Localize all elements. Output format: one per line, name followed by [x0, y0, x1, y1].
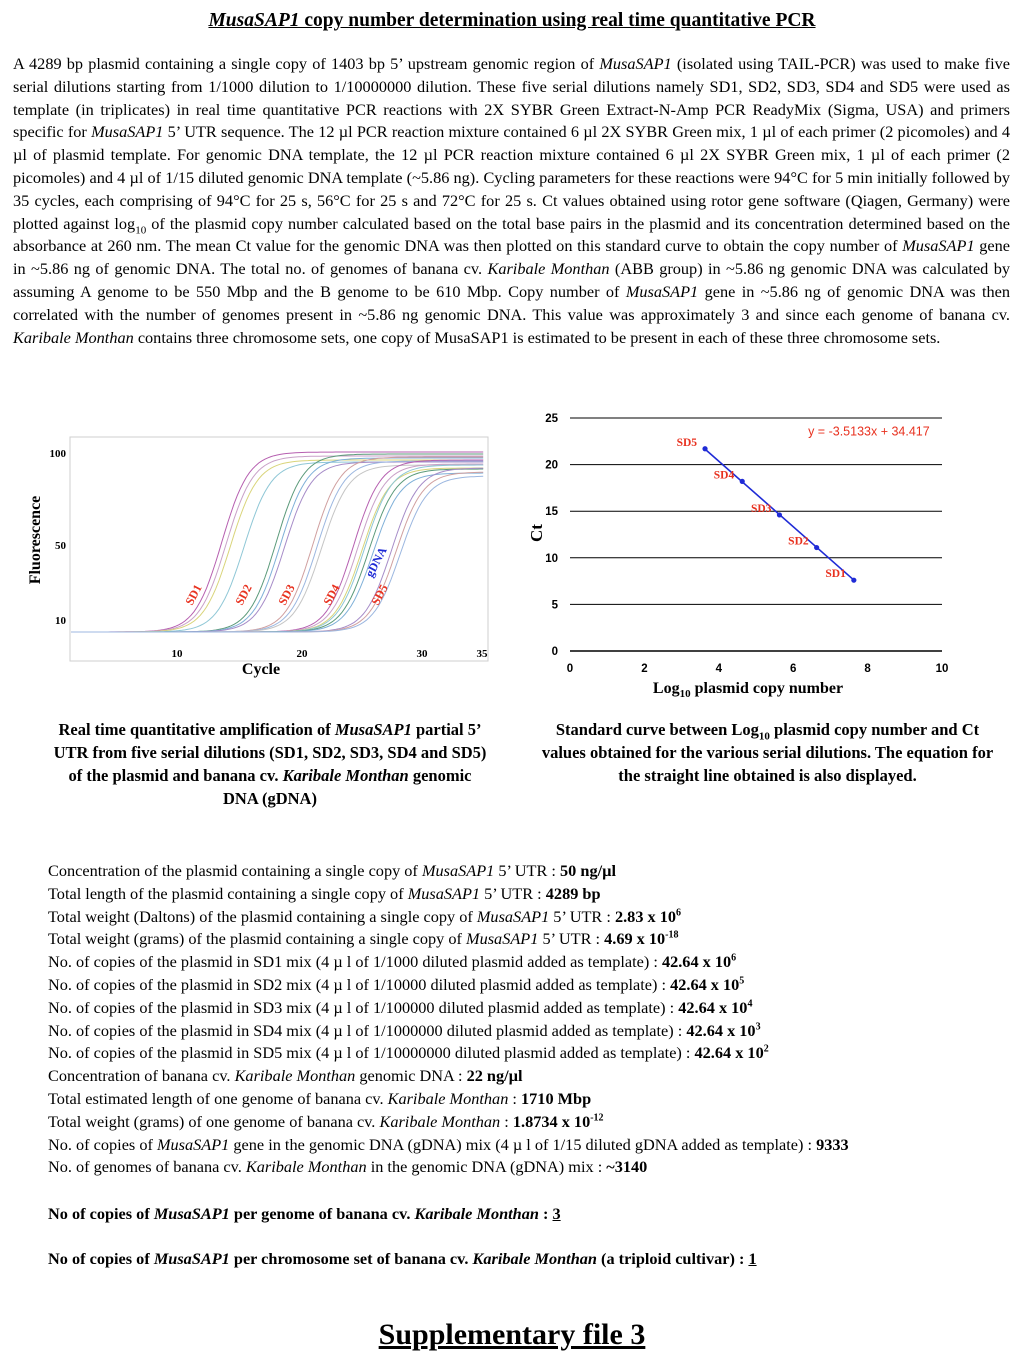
text-segment: MusaSAP1 [902, 236, 975, 256]
cycle-axis-label: Cycle [241, 661, 281, 678]
text-segment: ~3140 [606, 1157, 648, 1177]
log-tick-label: 10 [935, 663, 949, 675]
curve-label-gdna: gDNA [362, 544, 390, 580]
text-segment: 9333 [816, 1134, 849, 1154]
text-segment: Karibale Monthan [472, 1249, 597, 1268]
text-segment: 5’ UTR : [480, 883, 546, 903]
text-segment: in the genomic DNA (gDNA) mix : [366, 1157, 607, 1177]
text-segment: -18 [665, 929, 679, 941]
cycle-tick-10: 10 [171, 648, 183, 660]
standard-curve-grid [570, 418, 942, 651]
text-segment: Concentration of banana cv. [48, 1066, 235, 1086]
text-segment: No. of copies of the plasmid in SD3 mix (4 µ l of 1/100000 diluted plasmid added as template) : [48, 997, 679, 1017]
text-segment: 5’ UTR : [549, 906, 615, 926]
text-segment: (isolated using TAIL-PCR) was used to make five serial dilutions starting from 1/1000 dilution to 1/10000000 dilution. These five serial dilutions namely SD1, SD2, SD3, SD4 and SD5 were used as template (in triplicates) in real time quantitative PCR reactions with 2X SYBR Green Extract-N-Amp PCR ReadyMix (Sigma, USA) and primers specific for [13, 54, 1010, 142]
text-segment: MusaSAP1 [91, 122, 164, 142]
text-segment: 4.69 x 10 [604, 929, 666, 949]
text-segment: 42.64 x 10 [670, 974, 740, 994]
text-segment: Standard curve between Log [555, 720, 759, 739]
data-point-sd2 [814, 545, 819, 550]
text-segment: genomic DNA (gDNA) [223, 766, 472, 808]
text-segment: 4 [747, 998, 753, 1010]
text-segment: Karibale Monthan [414, 1204, 539, 1223]
text-segment: Karibale Monthan [387, 1088, 509, 1108]
text-segment: 4289 bp [545, 883, 601, 903]
log-tick-label: 4 [715, 663, 723, 675]
log10-axis-label: Log$_{10}$ plasmid copy number [652, 680, 844, 700]
text-segment: 42.64 x 10 [694, 1043, 764, 1063]
text-segment: per chromosome set of banana cv. [229, 1249, 473, 1268]
point-label-sd1: SD1 [825, 568, 846, 581]
supplementary-file-heading: Supplementary file 3 [378, 1318, 646, 1351]
cycle-tick-35: 35 [476, 648, 488, 660]
text-segment: 22 ng/µl [466, 1066, 523, 1086]
log-tick-label: 2 [641, 663, 648, 675]
text-segment: 3 [755, 1021, 761, 1033]
ct-tick-label: 15 [545, 506, 558, 519]
fact-line [48, 997, 1008, 1020]
fact-line [48, 928, 1008, 951]
text-segment: Karibale Monthan [379, 1111, 501, 1131]
data-point-sd1 [851, 578, 856, 583]
text-segment: 42.64 x 10 [661, 952, 732, 972]
ct-tick-label: 10 [545, 552, 558, 565]
text-segment: 1710 Mbp [521, 1088, 592, 1108]
copies-per-chromosome-set-summary [48, 1249, 1008, 1269]
text-segment: Total estimated length of one genome of banana cv. [48, 1088, 388, 1108]
fluorescence-tick-10: 10 [55, 615, 66, 627]
fact-line [48, 1134, 1008, 1157]
text-segment: partial 5’ UTR from five serial dilutions (SD1, SD2, SD3, SD4 and SD5) of the plasmid and banana cv. [53, 720, 487, 785]
text-segment: per genome of banana cv. [229, 1204, 415, 1223]
methods-paragraph [13, 53, 1010, 349]
data-point-sd3 [777, 512, 782, 517]
fact-line [48, 860, 1008, 883]
text-segment: Total weight (grams) of one genome of banana cv. [48, 1111, 380, 1131]
cycle-tick-20: 20 [296, 648, 308, 660]
text-segment: 5 [739, 975, 745, 987]
fluorescence-axis-label: Fluorescence [27, 495, 44, 585]
cycle-tick-30: 30 [416, 648, 428, 660]
curve-label-sd3: SD3 [275, 581, 298, 608]
text-segment: No of copies of [48, 1249, 154, 1268]
data-point-sd4 [740, 479, 745, 484]
text-segment: MusaSAP1 [625, 281, 699, 301]
text-segment: (ABB group) in ~5.86 ng genomic DNA was calculated by assuming A genome to be 550 Mbp and the B genome to be 610 Mbp. Copy number of [13, 259, 1010, 301]
curve-label-sd2: SD2 [232, 581, 255, 608]
log-tick-label: 6 [789, 663, 797, 675]
text-segment: 3 [552, 1204, 561, 1223]
text-segment: MusaSAP1 [153, 1204, 230, 1223]
calculation-facts-list [48, 860, 1008, 1179]
regression-equation: y = -3.5133x + 34.417 [808, 424, 930, 439]
text-segment: Total weight (Daltons) of the plasmid containing a single copy of [48, 906, 477, 926]
text-segment: : [500, 1111, 513, 1131]
curve-label-sd1: SD1 [182, 581, 205, 608]
log-tick-label: 0 [566, 663, 574, 675]
log-tick-label: 8 [864, 663, 871, 675]
text-segment: A 4289 bp plasmid containing a single copy of 1403 bp 5’ upstream genomic region of [13, 54, 600, 73]
text-segment: No of copies of [48, 1204, 154, 1223]
text-segment: No. of genomes of banana cv. [48, 1157, 246, 1177]
text-segment: MusaSAP1 [421, 861, 495, 880]
curve-label-sd4: SD4 [320, 581, 343, 608]
text-segment: No. of copies of the plasmid in SD4 mix (4 µ l of 1/1000000 diluted plasmid added as template) : [48, 1020, 687, 1040]
copies-per-genome-summary [48, 1204, 1008, 1224]
curve-label-sd5: SD5 [368, 581, 391, 608]
text-segment: 42.64 x 10 [678, 997, 748, 1017]
page-title: MusaSAP1 copy number determination using real time quantitative PCR [208, 10, 816, 31]
text-segment: MusaSAP1 [334, 720, 412, 739]
text-segment: Karibale Monthan [282, 766, 409, 785]
text-segment: 6 [731, 952, 737, 964]
text-segment: MusaSAP1 [599, 54, 672, 73]
text-segment: 5’ UTR : [494, 861, 561, 880]
text-segment: Karibale Monthan [245, 1157, 367, 1177]
fact-line [48, 974, 1008, 997]
ct-axis-label: Ct [527, 524, 546, 542]
text-segment: No. of copies of the plasmid in SD2 mix (4 µ l of 1/10000 diluted plasmid added as template) : [48, 974, 671, 994]
text-segment: gene in ~5.86 ng of genomic DNA. The total no. of genomes of banana cv. [13, 236, 1011, 279]
text-segment: MusaSAP1 [153, 1249, 230, 1268]
data-point-sd5 [702, 446, 707, 451]
text-segment: (a triploid cultivar) : [596, 1249, 749, 1268]
text-segment: No. of copies of [48, 1134, 157, 1154]
text-segment: MusaSAP1 [476, 906, 550, 926]
text-segment: 5’ UTR sequence. The 12 µl PCR reaction mixture contained 6 µl 2X SYBR Green mix, 1 µl of each primer (2 picomoles) and 4 µl of plasmid template. For genomic DNA template, the 12 µl PCR reaction mixture contained 6 µl 2X SYBR Green mix, 1 µl of each primer (2 picomoles) and 4 µl of 1/15 diluted genomic DNA template (~5.86 ng). Cycling parameters for these reactions were 94°C for 5 min initially followed by 35 cycles, each comprising of 94°C for 25 s, 56°C for 25 s and 72°C for 25 s. Ct values obtained using rotor gene software (Qiagen, Germany) were plotted against log [13, 122, 1010, 233]
text-segment: -12 [590, 1112, 604, 1124]
text-segment: Karibale Monthan [487, 259, 610, 279]
text-segment: gene in ~5.86 ng of genomic DNA was then correlated with the number of genomes present in ~5.86 ng genomic DNA. This value was approximately 3 and since each genome of banana cv. [13, 281, 1010, 324]
text-segment: 2 [763, 1043, 769, 1055]
fluorescence-tick-50: 50 [55, 540, 66, 552]
text-segment: 50 ng/µl [560, 861, 617, 880]
text-segment: MusaSAP1 [407, 883, 481, 903]
text-segment: 42.64 x 10 [686, 1020, 756, 1040]
fact-line [48, 1020, 1008, 1043]
amplification-plot [20, 420, 500, 685]
point-label-sd2: SD2 [788, 535, 809, 548]
text-segment: 10 [758, 730, 770, 743]
ct-tick-label: 5 [551, 599, 558, 612]
standard-curve-chart [520, 408, 960, 703]
fact-line [48, 883, 1008, 906]
text-segment: genomic DNA : [355, 1066, 467, 1086]
text-segment: 1 [748, 1249, 757, 1268]
text-segment: Karibale Monthan [234, 1066, 356, 1086]
fact-line [48, 951, 1008, 974]
standard-curve-points [677, 437, 857, 583]
text-segment: No. of copies of the plasmid in SD1 mix (4 µ l of 1/1000 diluted plasmid added as template) : [48, 952, 662, 972]
text-segment: 5’ UTR : [538, 929, 605, 949]
ct-tick-label: 20 [545, 459, 558, 472]
text-segment: : [508, 1088, 522, 1108]
text-segment: Karibale Monthan [13, 327, 134, 347]
point-label-sd4: SD4 [713, 469, 735, 482]
text-segment: 6 [676, 907, 682, 919]
text-segment: MusaSAP1 [156, 1134, 230, 1154]
point-label-sd3: SD3 [750, 502, 772, 515]
text-segment: Total weight (grams) of the plasmid containing a single copy of [48, 929, 467, 949]
fact-line [48, 1042, 1008, 1065]
fact-line [48, 1111, 1008, 1134]
caption-amplification-plot [50, 718, 490, 810]
standard-curve-tick-labels [545, 413, 948, 675]
text-segment: Total length of the plasmid containing a single copy of [48, 883, 408, 903]
fact-line [48, 1065, 1008, 1088]
text-segment: No. of copies of the plasmid in SD5 mix (4 µ l of 1/10000000 diluted plasmid added as template) : [48, 1043, 695, 1063]
text-segment: plasmid copy number and Ct values obtained for the various serial dilutions. The equation for the straight line obtained is also displayed. [541, 720, 994, 785]
text-segment: contains three chromosome sets, one copy of MusaSAP1 is estimated to be present in each of these three chromosome sets. [133, 327, 941, 347]
text-segment: Concentration of the plasmid containing a single copy of [48, 861, 422, 880]
ct-tick-label: 25 [545, 413, 558, 425]
text-segment: : [538, 1204, 553, 1223]
text-segment: 10 [135, 223, 147, 236]
text-segment: MusaSAP1 [466, 929, 539, 949]
fact-line [48, 906, 1008, 929]
text-segment: of the plasmid copy number calculated based on the total base pairs in the plasmid and its concentration determined based on the absorbance at 260 nm. The mean Ct value for the genomic DNA was then plotted on this standard curve to obtain the copy number of [13, 213, 1010, 256]
text-segment: gene in the genomic DNA (gDNA) mix (4 µ l of 1/15 diluted gDNA added as template) : [229, 1134, 817, 1154]
text-segment: 1.8734 x 10 [512, 1111, 591, 1131]
ct-tick-label: 0 [551, 646, 558, 658]
fact-line [48, 1088, 1008, 1111]
text-segment: 2.83 x 10 [614, 906, 677, 926]
fact-line [48, 1156, 1008, 1179]
text-segment: Real time quantitative amplification of [58, 720, 335, 739]
fluorescence-tick-100: 100 [49, 448, 66, 460]
point-label-sd5: SD5 [676, 436, 698, 449]
caption-standard-curve [540, 718, 995, 787]
